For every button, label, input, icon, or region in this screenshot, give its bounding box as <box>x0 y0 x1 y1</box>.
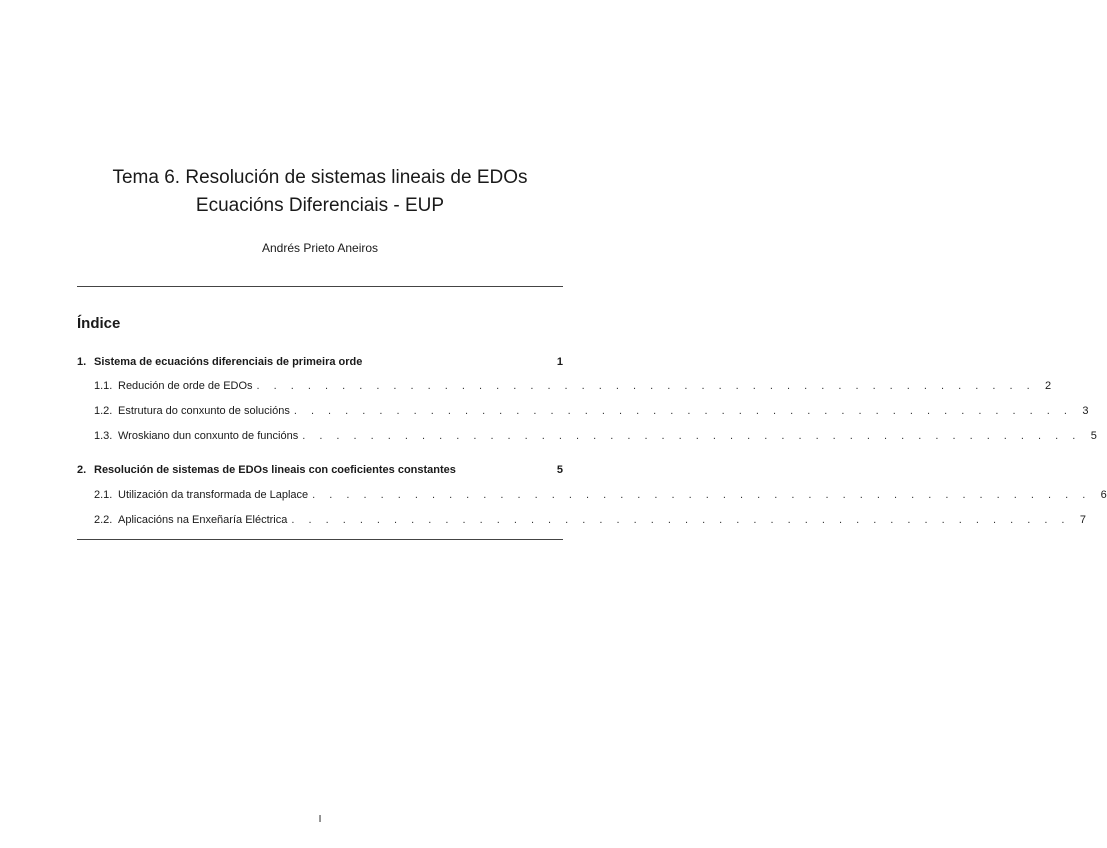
toc-entry-number: 1. <box>77 356 87 368</box>
toc-entry-section-2[interactable] <box>77 462 563 478</box>
title-line-1: Tema 6. Resolución de sistemas lineais de EDOs <box>112 167 528 188</box>
toc-entry-page: 5 <box>1090 430 1097 442</box>
toc-entry-page: 3 <box>1082 405 1089 417</box>
toc-entry-number: 1.1. <box>94 380 113 392</box>
toc-entry-subsection-1-2[interactable] <box>94 403 1089 419</box>
top-divider <box>77 286 563 287</box>
toc-entry-page: 2 <box>1045 380 1052 392</box>
toc-dot-leader: . . . . . . . . . . . . . . . . . . . . . . . . . . . . . . . . . . . . . . . . . . . . . . <box>293 405 1073 417</box>
toc-entry-subsection-1-1[interactable] <box>94 378 1052 394</box>
toc-entry-number: 2.2. <box>94 514 113 526</box>
document-title <box>0 164 640 220</box>
toc-entry-title: Sistema de ecuacións diferenciais de primeira orde <box>94 356 363 368</box>
toc-entry-title: Aplicacións na Enxeñaría Eléctrica <box>118 514 288 526</box>
toc-entry-title: Wroskiano dun conxunto de funcións <box>118 430 299 442</box>
author-name: Andrés Prieto Aneiros <box>261 241 379 255</box>
toc-entry-title: Resolución de sistemas de EDOs lineais con coeficientes constantes <box>94 464 456 476</box>
toc-dot-leader: . . . . . . . . . . . . . . . . . . . . . . . . . . . . . . . . . . . . . . . . . . . . . . <box>312 489 1091 501</box>
toc-entry-number: 1.2. <box>94 405 113 417</box>
toc-entry-title: Utilización da transformada de Laplace <box>118 489 309 501</box>
toc-entry-number: 2. <box>77 464 87 476</box>
toc-heading: Índice <box>77 315 121 332</box>
toc-dot-leader: . . . . . . . . . . . . . . . . . . . . . . . . . . . . . . . . . . . . . . . . . . . . . . <box>302 430 1081 442</box>
toc-entry-subsection-2-1[interactable] <box>94 487 1107 503</box>
page-number: I <box>318 814 322 825</box>
bottom-divider <box>77 539 563 540</box>
toc-entry-page: 1 <box>556 356 563 368</box>
toc-entry-number: 2.1. <box>94 489 113 501</box>
toc-entry-subsection-1-3[interactable] <box>94 428 1097 444</box>
toc-entry-title: Estrutura do conxunto de solucións <box>118 405 290 417</box>
toc-dot-leader: . . . . . . . . . . . . . . . . . . . . . . . . . . . . . . . . . . . . . . . . . . . . . . <box>291 514 1070 526</box>
toc-entry-page: 5 <box>556 464 563 476</box>
title-line-2: Ecuacións Diferenciais - EUP <box>195 195 445 216</box>
toc-entry-page: 7 <box>1079 514 1086 526</box>
toc-entry-subsection-2-2[interactable] <box>94 512 1086 528</box>
toc-entry-number: 1.3. <box>94 430 113 442</box>
toc-entry-title: Redución de orde de EDOs <box>118 380 253 392</box>
toc-entry-section-1[interactable] <box>77 354 563 370</box>
toc-entry-page: 6 <box>1100 489 1107 501</box>
toc-dot-leader: . . . . . . . . . . . . . . . . . . . . . . . . . . . . . . . . . . . . . . . . . . . . . . <box>256 380 1036 392</box>
